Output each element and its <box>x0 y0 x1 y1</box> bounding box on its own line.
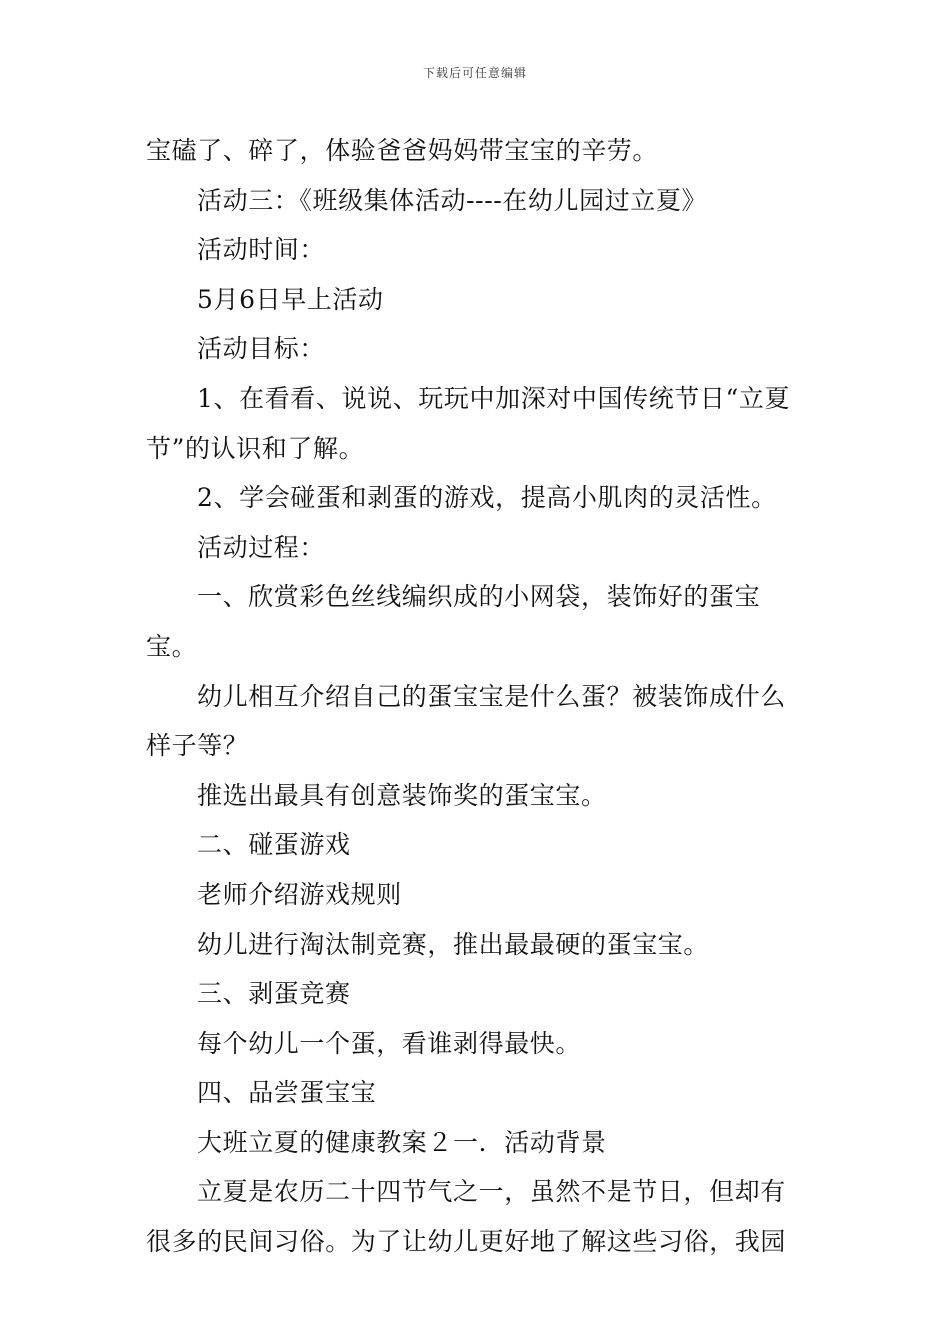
paragraph: 推选出最具有创意装饰奖的蛋宝宝。 <box>197 780 607 810</box>
paragraph: 幼儿进行淘汰制竞赛，推出最最硬的蛋宝宝。 <box>197 929 710 959</box>
paragraph: 5月6日早上活动 <box>197 284 384 314</box>
paragraph: 每个幼儿一个蛋，看谁剥得最快。 <box>197 1028 582 1058</box>
document-body <box>146 126 810 1267</box>
paragraph: 四、品尝蛋宝宝 <box>197 1078 377 1108</box>
paragraph: 一、欣赏彩色丝线编织成的小网袋，装饰好的蛋宝宝。 <box>146 582 761 661</box>
paragraph: 宝磕了、碎了，体验爸爸妈妈带宝宝的辛劳。 <box>146 136 659 165</box>
paragraph: 立夏是农历二十四节气之一，虽然不是节日，但却有很多的民间习俗。为了让幼儿更好地了解这些习俗，我园 <box>146 1177 787 1257</box>
paragraph: 2、学会碰蛋和剥蛋的游戏，提高小肌肉的灵活性。 <box>197 483 777 513</box>
paragraph: 大班立夏的健康教案２一．活动背景 <box>197 1127 607 1157</box>
paragraph: 老师介绍游戏规则 <box>197 879 402 909</box>
header-note: 下载后可任意编辑 <box>422 66 527 80</box>
paragraph: 活动时间： <box>197 235 326 265</box>
paragraph: 1、在看看、说说、玩玩中加深对中国传统节日“立夏节”的认识和了解。 <box>146 383 791 463</box>
paragraph: 活动过程： <box>197 532 326 562</box>
paragraph: 二、碰蛋游戏 <box>197 830 351 860</box>
paragraph: 活动三：《班级集体活动----在幼儿园过立夏》 <box>197 185 708 215</box>
paragraph: 活动目标： <box>197 334 326 364</box>
paragraph: 幼儿相互介绍自己的蛋宝宝是什么蛋？被装饰成什么样子等？ <box>146 681 786 761</box>
paragraph: 三、剥蛋竞赛 <box>197 979 351 1009</box>
